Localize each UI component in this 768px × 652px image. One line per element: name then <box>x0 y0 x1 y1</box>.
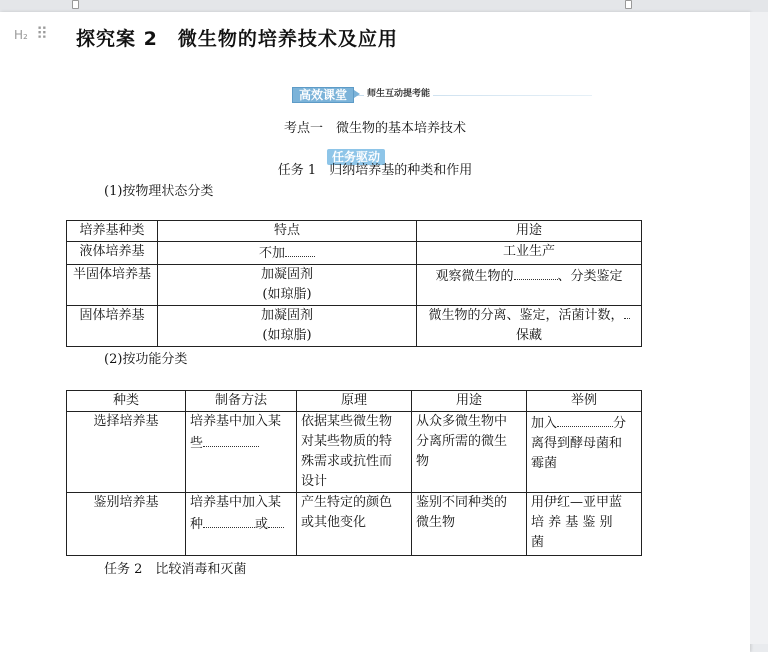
section2-label: (2)按功能分类 <box>104 352 188 367</box>
drag-handle-icon[interactable]: ⠿ <box>36 24 46 43</box>
cell-text-part: 微生物的分离、鉴定，活菌计数， <box>428 308 624 323</box>
table-cell: 工业生产 <box>417 242 642 265</box>
table-cell <box>297 412 412 493</box>
fill-blank[interactable] <box>203 432 259 447</box>
table-header-cell: 用途 <box>412 391 527 412</box>
cell-text: 菌 <box>531 535 545 550</box>
cell-text: 保藏 <box>515 328 542 343</box>
table-row <box>67 265 642 306</box>
cell-text: 培 养 基 鉴 别 <box>531 515 613 530</box>
cell-text: 培养基中加入某 <box>190 414 282 429</box>
table-cell <box>158 265 417 306</box>
cell-text-part: 分 <box>613 416 627 431</box>
fill-blank[interactable] <box>514 265 558 280</box>
table-physical-state <box>66 220 642 347</box>
table-cell: 固体培养基 <box>67 306 158 347</box>
table-header-row <box>67 221 642 242</box>
table-cell <box>158 306 417 347</box>
table-cell: 选择培养基 <box>67 412 186 493</box>
page-title: 探究案 2 微生物的培养技术及应用 <box>76 28 398 50</box>
cell-text <box>421 306 637 326</box>
task1-title: 任务 1 归纳培养基的种类和作用 <box>277 163 473 178</box>
cell-text: 离得到酵母菌和 <box>531 436 623 451</box>
cell-text <box>190 535 292 555</box>
table-cell <box>412 493 527 556</box>
cell-text: 观察微生物的 <box>435 269 514 284</box>
cell-text: 加凝固剂 <box>260 267 313 282</box>
cell-text: 或其他变化 <box>301 515 367 530</box>
vertical-scrollbar[interactable] <box>750 12 768 644</box>
table-cell <box>186 412 297 493</box>
task-driven-badge: 任务驱动 <box>327 149 385 165</box>
cell-text: 依据某些微生物 <box>301 414 393 429</box>
table-row <box>67 493 642 556</box>
table-cell: 半固体培养基 <box>67 265 158 306</box>
table-header-cell: 用途 <box>417 221 642 242</box>
heading-2-icon[interactable]: H₂ <box>14 28 28 42</box>
table-row <box>67 412 642 493</box>
cell-text-part: 或 <box>255 517 269 532</box>
table-header-cell: 特点 <box>158 221 417 242</box>
table-cell <box>527 493 642 556</box>
cell-text: (如琼脂) <box>262 287 312 302</box>
table-function <box>66 390 642 556</box>
table-cell <box>297 493 412 556</box>
cell-text-part: 些 <box>190 436 204 451</box>
ruler-right-indent-marker[interactable] <box>625 0 632 9</box>
table-cell <box>417 306 642 347</box>
banner-subtitle: 师生互动提考能 <box>364 87 433 102</box>
section-banner <box>292 87 492 103</box>
cell-text-part: 种 <box>190 517 204 532</box>
cell-text: 从众多微生物中 <box>416 414 508 429</box>
fill-blank[interactable] <box>624 318 630 319</box>
fill-blank[interactable] <box>557 412 613 427</box>
table-header-cell: 种类 <box>67 391 186 412</box>
task2-title: 任务 2 比较消毒和灭菌 <box>104 562 247 577</box>
document-page <box>0 12 750 652</box>
cell-text <box>531 412 637 434</box>
cell-text: 分离所需的微生 <box>416 434 508 449</box>
cell-text: 物 <box>416 454 430 469</box>
table-cell: 鉴别培养基 <box>67 493 186 556</box>
table-row <box>67 306 642 347</box>
exam-point-title: 考点一 微生物的基本培养技术 <box>283 121 466 136</box>
cell-text: (如琼脂) <box>262 328 312 343</box>
cell-text: 对某些物质的特 <box>301 434 393 449</box>
fill-blank[interactable] <box>285 242 315 257</box>
cell-text: 微生物 <box>416 515 456 530</box>
table-cell <box>412 412 527 493</box>
ruler-left-indent-marker[interactable] <box>72 0 79 9</box>
cell-text: 殊需求或抗性而 <box>301 454 393 469</box>
table-cell <box>186 493 297 556</box>
cell-text <box>190 432 292 454</box>
table-cell <box>527 412 642 493</box>
fill-blank[interactable] <box>268 513 284 528</box>
cell-text: 鉴别不同种类的 <box>416 495 508 510</box>
banner-arrow-icon <box>354 90 360 98</box>
cell-text: 培养基中加入某 <box>190 495 282 510</box>
cell-text: 用伊红—亚甲蓝 <box>531 495 623 510</box>
banner-label: 高效课堂 <box>292 87 354 103</box>
table-cell <box>417 265 642 306</box>
cell-text: 加凝固剂 <box>260 308 313 323</box>
table-header-cell: 原理 <box>297 391 412 412</box>
table-header-cell: 举例 <box>527 391 642 412</box>
table-cell <box>158 242 417 265</box>
fill-blank[interactable] <box>203 513 255 528</box>
cell-text: 设计 <box>301 474 328 489</box>
table-header-cell: 制备方法 <box>186 391 297 412</box>
cell-text <box>190 513 292 535</box>
table-header-row <box>67 391 642 412</box>
table-cell: 液体培养基 <box>67 242 158 265</box>
cell-text-part: 加入 <box>531 416 558 431</box>
table-row <box>67 242 642 265</box>
section1-label: (1)按物理状态分类 <box>104 184 214 199</box>
cell-text: 产生特定的颜色 <box>301 495 393 510</box>
table-header-cell: 培养基种类 <box>67 221 158 242</box>
cell-text: 、分类鉴定 <box>557 269 623 284</box>
cell-text: 不加 <box>258 246 285 261</box>
cell-text: 霉菌 <box>531 456 558 471</box>
